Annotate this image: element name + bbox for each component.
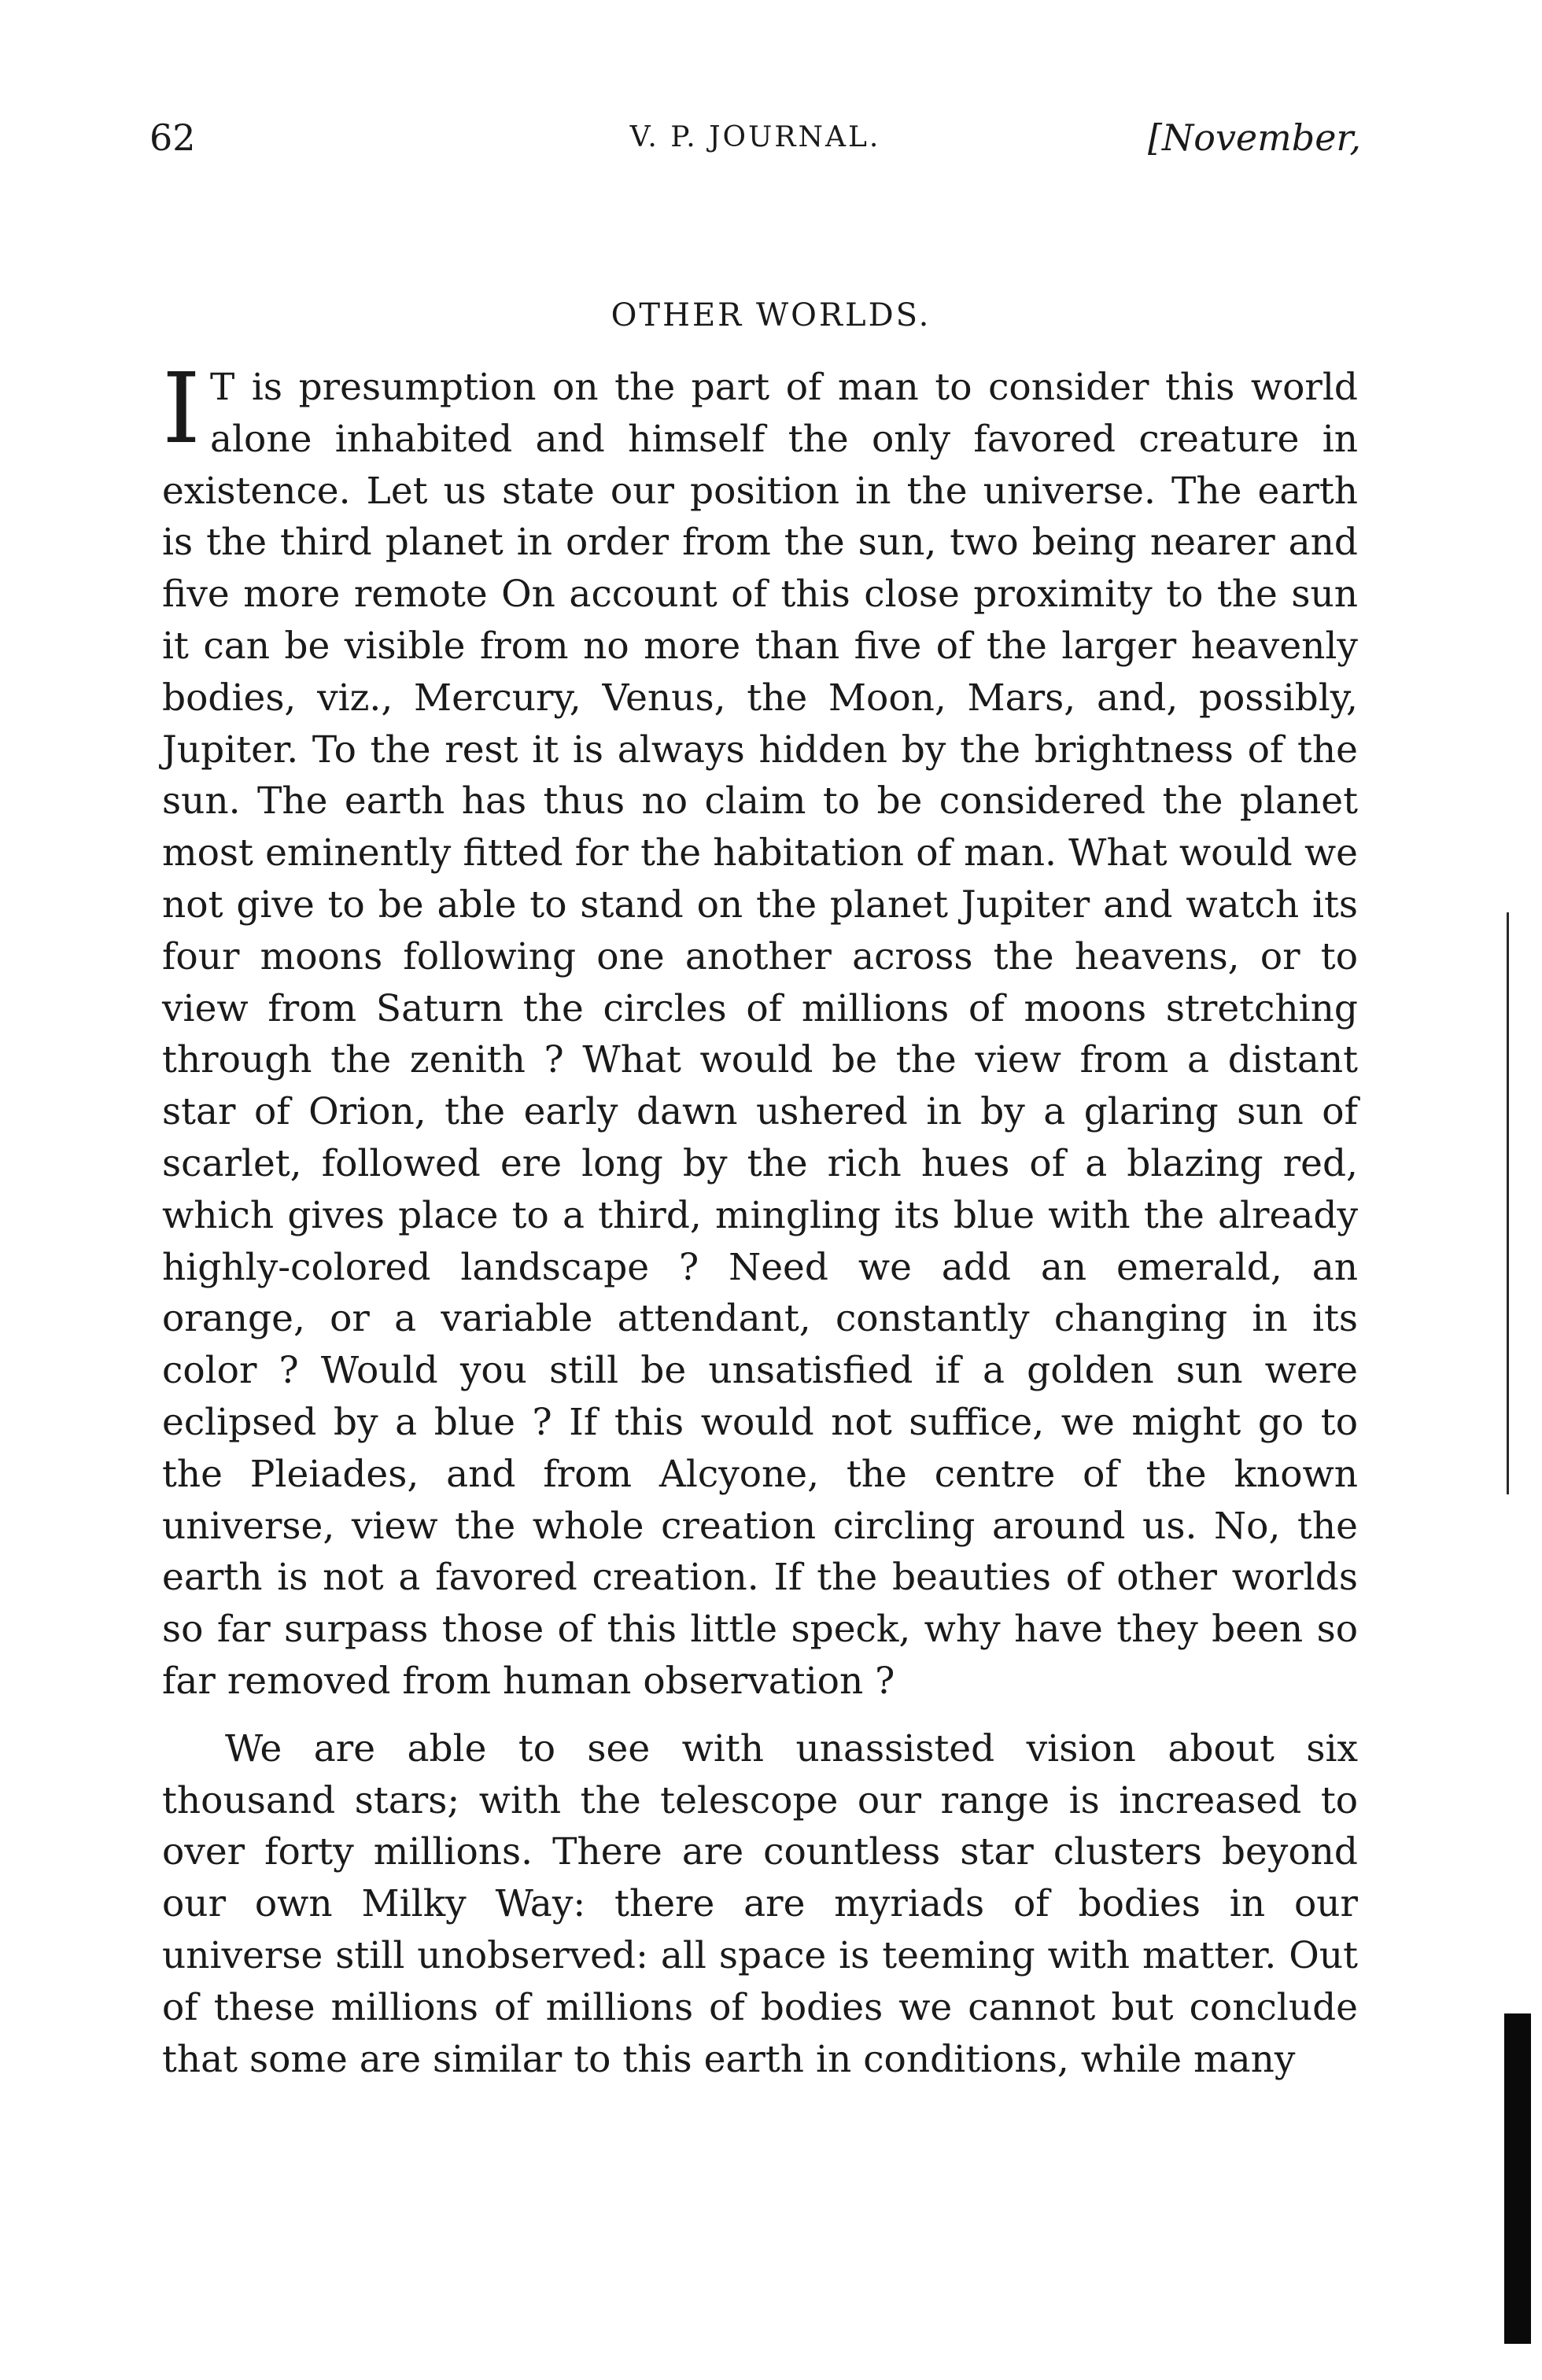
- lead-word: T: [209, 366, 236, 409]
- drop-cap: I: [162, 352, 201, 466]
- page-number: 62: [149, 116, 196, 159]
- running-head: [149, 116, 1361, 171]
- article-title: OTHER WORLDS.: [611, 297, 931, 333]
- paragraph-1: [162, 352, 1358, 1708]
- article-body: [162, 352, 1358, 2085]
- paragraph-2: We are able to see with unassisted vision about six thousand stars; with the telescope our range is increased to over forty millions. There are countless star clusters beyond our own Milky Way: there are myriads of bodies in our universe still unobserved: all space is teeming with matter. Out of these millions of millions of bodies we cannot but conclude that some are similar to this earth in conditions, while many: [162, 1726, 1358, 2081]
- journal-title: V. P. JOURNAL.: [629, 121, 881, 153]
- scan-margin-shadow: [1504, 2013, 1531, 2344]
- running-date: [November,: [1148, 116, 1361, 159]
- scan-margin-line: [1507, 912, 1509, 1494]
- paragraph-1-text: is presumption on the part of man to consider this world alone inhabited and himself the only favored creature in existence. Let us state our position in the universe. The earth is the third planet in order from the sun, two being nearer and five more remote On account of this close proximity to the sun it can be visible from no more than five of the larger heavenly bodies, viz., Mercury, Venus, the Moon, Mars, and, possibly, Jupiter. To the rest it is always hidden by the brightness of the sun. The earth has thus no claim to be considered the planet most eminently fitted for the habitation of man. What would we not give to be able to stand on the planet Jupiter and watch its four moons following one another across the heavens, or to view from Saturn the circles of millions of moons stretching through the zenith ? What would be the view from a distant star of Orion, the early dawn ushered in by a glaring sun of scarlet, followed ere long by the rich hues of a blazing red, which gives place to a third, mingling its blue with the already highly-colored landscape ? Need we add an emerald, an orange, or a variable attendant, constantly changing in its color ? Would you still be unsatisfied if a golden sun were eclipsed by a blue ? If this would not suffice, we might go to the Pleiades, and from Alcyone, the centre of the known universe, view the whole creation circling around us. No, the earth is not a favored creation. If the beauties of other worlds so far surpass those of this little speck, why have they been so far removed from human observation ?: [162, 366, 1358, 1703]
